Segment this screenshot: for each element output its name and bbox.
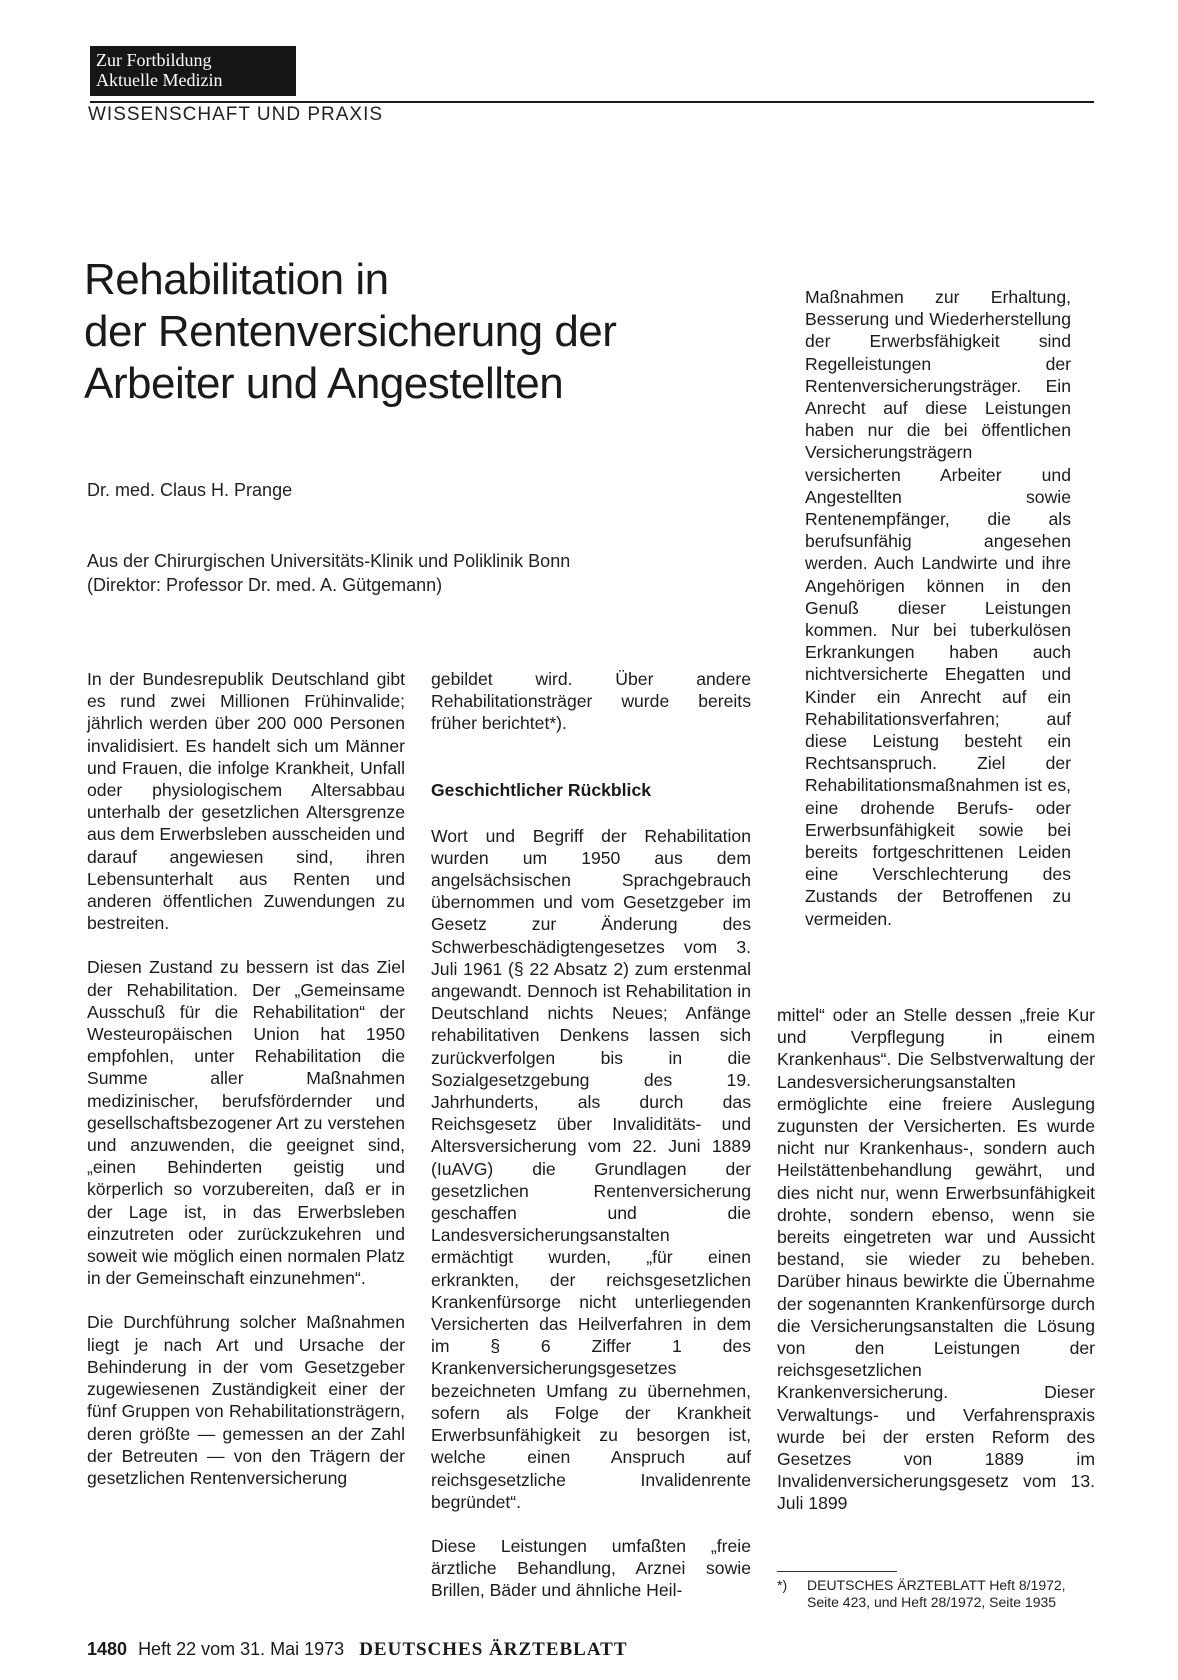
affiliation-line-2: (Direktor: Professor Dr. med. A. Gütgemann)	[87, 575, 443, 595]
title-line-2: der Rentenversicherung der	[84, 307, 617, 356]
page-footer	[87, 1639, 628, 1661]
section-heading: Geschichtlicher Rückblick	[431, 779, 652, 800]
title-line-3: Arbeiter und Angestellten	[84, 359, 564, 408]
body-column-3-bottom	[777, 1004, 1095, 1537]
journal-name: DEUTSCHES ÄRZTEBLATT	[359, 1639, 628, 1660]
section-label: WISSENSCHAFT UND PRAXIS	[88, 104, 384, 125]
author-affiliation	[87, 549, 570, 597]
paragraph: Diese Leistungen umfaßten „freie ärztliche Behandlung, Arznei sowie Brillen, Bäder und ähnliche Heil-	[431, 1535, 751, 1601]
issue-info: Heft 22 vom 31. Mai 1973	[138, 1639, 345, 1659]
badge-line-2: Aktuelle Medizin	[96, 70, 223, 90]
body-column-2	[431, 668, 751, 1624]
header-rule	[90, 101, 1094, 103]
title-line-1: Rehabilitation in	[84, 255, 389, 304]
footnote	[777, 1577, 1095, 1611]
paragraph: Maßnahmen zur Erhaltung, Besserung und Wiederherstellung der Erwerbsfähigkeit sind Regelleistungen der Rentenversicherungsträger. Ein Anrecht auf diese Leistungen haben nur die bei öffentlichen Versicherungsträgern versicherten Arbeiter und Angestellten sowie Rentenempfänger, die als berufsunfähig angesehen werden. Auch Landwirte und ihre Angehörigen können in den Genuß dieser Leistungen kommen. Nur bei tuberkulösen Erkrankungen haben auch nichtversicherte Ehegatten und Kinder ein Anrecht auf ein Rehabilitationsverfahren; auf diese Leistung besteht ein Rechtsanspruch. Ziel der Rehabilitationsmaßnahmen ist es, eine drohende Berufs- oder Erwerbsunfähigkeit sowie bei bereits fortgeschrittenen Leiden eine Verschlechterung des Zustands der Betroffenen zu vermeiden.	[805, 287, 1071, 929]
footnote-line-2: Seite 423, und Heft 28/1972, Seite 1935	[807, 1594, 1057, 1610]
page-number: 1480	[87, 1639, 128, 1659]
footnote-marker: *)	[777, 1577, 788, 1593]
paragraph: Die Durchführung solcher Maßnahmen liegt je nach Art und Ursache der Behinderung in der vom Gesetzgeber zugewiesenen Zuständigkeit einer der fünf Gruppen von Rehabilitationsträgern, deren größte — gemessen an der Zahl der Betreuten — von den Trägern der gesetzlichen Rentenversicherung	[87, 1312, 405, 1488]
footnote-line-1: DEUTSCHES ÄRZTEBLATT Heft 8/1972,	[807, 1577, 1066, 1593]
paragraph: Diesen Zustand zu bessern ist das Ziel der Rehabilitation. Der „Gemeinsame Ausschuß für die Rehabilitation“ der Westeuropäischen Union hat 1950 empfohlen, unter Rehabilitation die Summe aller Maßnahmen medizinischer, berufsfördernder und gesellschaftsbezogener Art zu verstehen und anzuwenden, die geeignet sind, „einen Behinderten geistig und körperlich so vorzubereiten, daß er in der Lage ist, in das Erwerbsleben einzutreten oder zurückzukehren und soweit wie möglich einen normalen Platz in der Gemeinschaft einzunehmen“.	[87, 957, 405, 1289]
paragraph: In der Bundesrepublik Deutschland gibt es rund zwei Millionen Frühinvalide; jährlich werden über 200 000 Personen invalidisiert. Es handelt sich um Männer und Frauen, die infolge Krankheit, Unfall oder physiologischem Altersabbau unterhalb der gesetzlichen Altersgrenze aus dem Erwerbsleben ausscheiden und darauf angewiesen sind, ihren Lebensunterhalt aus Renten und anderen öffentlichen Zuwendungen zu bestreiten.	[87, 669, 405, 934]
badge-line-1: Zur Fortbildung	[96, 50, 212, 70]
article-title	[84, 254, 744, 410]
body-column-3-top	[805, 286, 1071, 952]
author-name: Dr. med. Claus H. Prange	[87, 480, 293, 500]
footnote-rule	[777, 1571, 897, 1572]
paragraph: gebildet wird. Über andere Rehabilitationsträger wurde bereits früher berichtet*).	[431, 669, 751, 734]
section-badge	[90, 46, 296, 96]
paragraph: mittel“ oder an Stelle dessen „freie Kur und Verpflegung in einem Krankenhaus“. Die Selbstverwaltung der Landesversicherungsanstalten ermöglichte eine freiere Auslegung zugunsten der Versicherten. Es wurde nicht nur Krankenhaus-, sondern auch Heilstättenbehandlung gewährt, und dies nicht nur, wenn Erwerbsunfähigkeit drohte, sondern ebenso, wenn sie bereits eingetreten war und Aussicht bestand, sie wieder zu beheben. Darüber hinaus bewirkte die Übernahme der sogenannten Krankenfürsorge durch die Versicherungsanstalten die Lösung von den Leistungen der reichsgesetzlichen Krankenversicherung. Dieser Verwaltungs- und Verfahrenspraxis wurde bei der ersten Reform des Gesetzes von 1889 im Invalidenversicherungsgesetz vom 13. Juli 1899	[777, 1005, 1095, 1514]
affiliation-line-1: Aus der Chirurgischen Universitäts-Klinik und Poliklinik Bonn	[87, 551, 571, 571]
body-column-1	[87, 668, 405, 1511]
paragraph: Wort und Begriff der Rehabilitation wurden um 1950 aus dem angelsächsischen Sprachgebrauch übernommen und vom Gesetzgeber im Gesetz zur Änderung des Schwerbeschädigtengesetzes vom 3. Juli 1961 (§ 22 Absatz 2) zum erstenmal angewandt. Dennoch ist Rehabilitation in Deutschland nichts Neues; Anfänge rehabilitativen Denkens lassen sich zurückverfolgen bis in die Sozialgesetzgebung des 19. Jahrhunderts, als durch das Reichsgesetz über Invaliditäts- und Altersversicherung vom 22. Juni 1889 (IuAVG) die Grundlagen der gesetzlichen Rentenversicherung geschaffen und die Landesversicherungsanstalten ermächtigt wurden, „für einen erkrankten, der reichsgesetzlichen Krankenfürsorge nicht unterliegenden Versicherten das Heilverfahren in dem im § 6 Ziffer 1 des Krankenversicherungsgesetzes bezeichneten Umfang zu übernehmen, sofern als Folge der Krankheit Erwerbsunfähigkeit zu besorgen ist, welche einen Anspruch auf reichsgesetzliche Invalidenrente begründet“.	[431, 825, 751, 1512]
